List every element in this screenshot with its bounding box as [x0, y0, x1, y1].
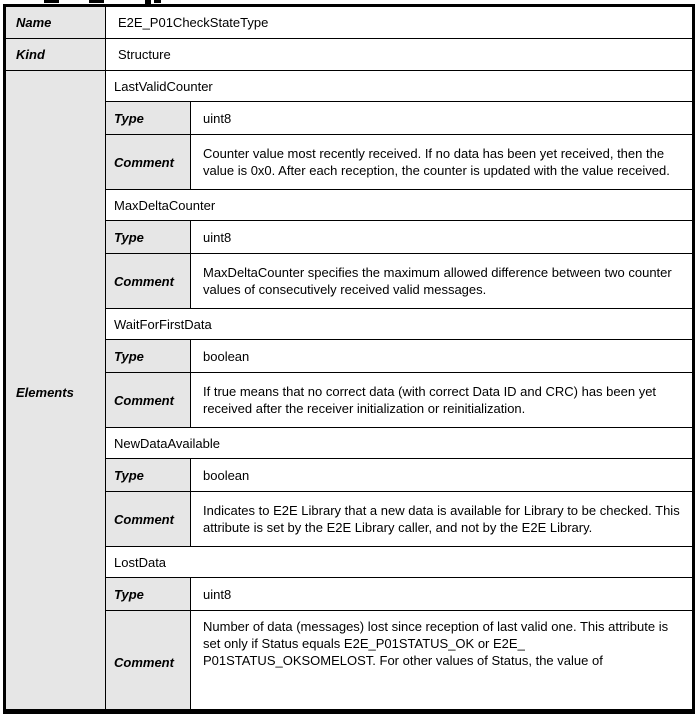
name-value: E2E_P01CheckStateType	[106, 7, 693, 39]
type-label: Type	[106, 340, 191, 373]
element-type-row	[6, 578, 693, 611]
element-comment-row	[6, 135, 693, 190]
element-type-row	[6, 102, 693, 135]
spec-table	[5, 6, 693, 714]
kind-value: Structure	[106, 39, 693, 71]
comment-label: Comment	[106, 254, 191, 309]
element-type-row	[6, 459, 693, 492]
type-label: Type	[106, 459, 191, 492]
type-value: uint8	[191, 578, 693, 611]
name-row	[6, 7, 693, 39]
element-comment-row	[6, 492, 693, 547]
comment-value: MaxDeltaCounter specifies the maximum allowed difference between two counter values of consecutively received valid messages.	[191, 254, 693, 309]
element-comment-row	[6, 254, 693, 309]
element-name-row	[6, 547, 693, 578]
type-value: uint8	[191, 102, 693, 135]
type-value: uint8	[191, 221, 693, 254]
type-definition-table	[3, 4, 695, 714]
comment-label: Comment	[106, 611, 191, 715]
element-name: LastValidCounter	[106, 71, 693, 102]
comment-value: If true means that no correct data (with correct Data ID and CRC) has been yet received after the receiver initialization or reinitialization.	[191, 373, 693, 428]
comment-value: Number of data (messages) lost since reception of last valid one. This attribute is set only if Status equals E2E_P01STATUS_OK or E2E_ P01STATUS_OKSOMELOST. For other values of Status, the value of	[191, 611, 693, 715]
element-name: NewDataAvailable	[106, 428, 693, 459]
element-name: LostData	[106, 547, 693, 578]
comment-label: Comment	[106, 135, 191, 190]
clipped-text-mark	[154, 0, 161, 3]
element-type-row	[6, 340, 693, 373]
type-label: Type	[106, 102, 191, 135]
comment-label: Comment	[106, 492, 191, 547]
elements-label: Elements	[6, 71, 106, 715]
element-name-row	[6, 309, 693, 340]
element-name: MaxDeltaCounter	[106, 190, 693, 221]
kind-row	[6, 39, 693, 71]
element-name-row	[6, 190, 693, 221]
comment-value: Indicates to E2E Library that a new data is available for Library to be checked. This attribute is set by the E2E Library caller, and not by the E2E Library.	[191, 492, 693, 547]
name-label: Name	[6, 7, 106, 39]
element-name-row	[6, 428, 693, 459]
type-label: Type	[106, 578, 191, 611]
element-type-row	[6, 221, 693, 254]
element-comment-row	[6, 611, 693, 715]
kind-label: Kind	[6, 39, 106, 71]
element-name-row	[6, 71, 693, 102]
comment-label: Comment	[106, 373, 191, 428]
comment-value: Counter value most recently received. If no data has been yet received, then the value is 0x0. After each reception, the counter is updated with the value received.	[191, 135, 693, 190]
element-comment-row	[6, 373, 693, 428]
clipped-text-mark	[44, 0, 59, 3]
element-name: WaitForFirstData	[106, 309, 693, 340]
type-value: boolean	[191, 340, 693, 373]
type-value: boolean	[191, 459, 693, 492]
type-label: Type	[106, 221, 191, 254]
clipped-text-mark	[89, 0, 104, 3]
